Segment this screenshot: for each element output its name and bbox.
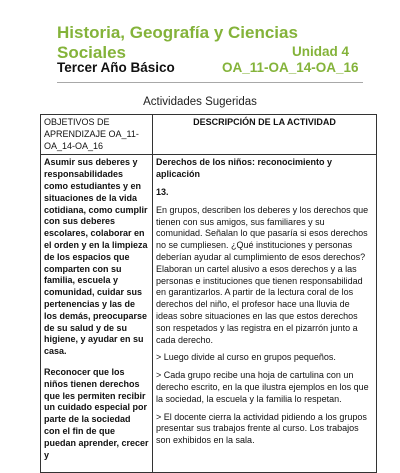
section-title: Actividades Sugeridas bbox=[143, 96, 257, 108]
activity-step: > Luego divide al curso en grupos pequeños. bbox=[156, 352, 336, 363]
subject-title bbox=[57, 23, 298, 63]
unit-label: Unidad 4 bbox=[292, 44, 350, 59]
table-row bbox=[41, 155, 377, 473]
subject-title-line-1: Historia, Geografía y Ciencias bbox=[57, 23, 298, 42]
objectives-header: OBJETIVOS DE APRENDIZAJE OA_11-OA_14-OA_16 bbox=[41, 115, 153, 155]
objectives-code: OA_11-OA_14-OA_16 bbox=[222, 60, 359, 75]
activity-step: > Cada grupo recibe una hoja de cartulina con un derecho escrito, en la que ilustra ejemplos en los que la sociedad, la escuela y la familia lo respetan. bbox=[156, 370, 369, 404]
activity-paragraph: En grupos, describen los deberes y los derechos que tienen con sus amigos, sus familiares y su comunidad. Señalan lo que pasaría si esos derechos no se cumpliesen. ¿Qué instituciones y personas deberían ayudar al cumplimiento de esos derechos? Elaboran un cartel alusivo a esos derechos y a las personas e instituciones que tienen responsabilidad en garantizarlos. A partir de la lectura coral de los derechos del niño, el profesor hace una lluvia de ideas sobre situaciones en las que estos derechos son respetados y las registra en el pizarrón junto a cada derecho. bbox=[156, 204, 369, 345]
grade-label: Tercer Año Básico bbox=[57, 60, 175, 75]
objective-1: Asumir sus deberes y responsabilidades como estudiantes y en situaciones de la vida cotidiana, como cumplir con sus deberes escolares, colaborar en el orden y en la limpieza de los espacios que comparten con su familia, escuela y comunidad, cuidar sus pertenencias y las de los demás, preocuparse de su salud y de su higiene, y ayudar en su casa. bbox=[44, 157, 148, 357]
description-cell bbox=[153, 155, 377, 473]
subject-title-line-2: Sociales bbox=[57, 43, 126, 62]
description-header: DESCRIPCIÓN DE LA ACTIVIDAD bbox=[153, 115, 377, 155]
activity-number: 13. bbox=[156, 186, 169, 197]
table-header-row bbox=[41, 115, 377, 155]
objectives-cell bbox=[41, 155, 153, 473]
objective-2: Reconocer que los niños tienen derechos que les permiten recibir un cuidado especial por parte de la sociedad con el fin de que puedan aprender, crecer y bbox=[44, 366, 149, 460]
activity-title: Derechos de los niños: reconocimiento y aplicación bbox=[156, 157, 333, 180]
header-divider bbox=[57, 82, 363, 83]
activities-table bbox=[40, 114, 377, 473]
activity-step: > El docente cierra la actividad pidiendo a los grupos presentar sus trabajos frente al curso. Los trabajos son exhibidos en la sala. bbox=[156, 411, 367, 446]
